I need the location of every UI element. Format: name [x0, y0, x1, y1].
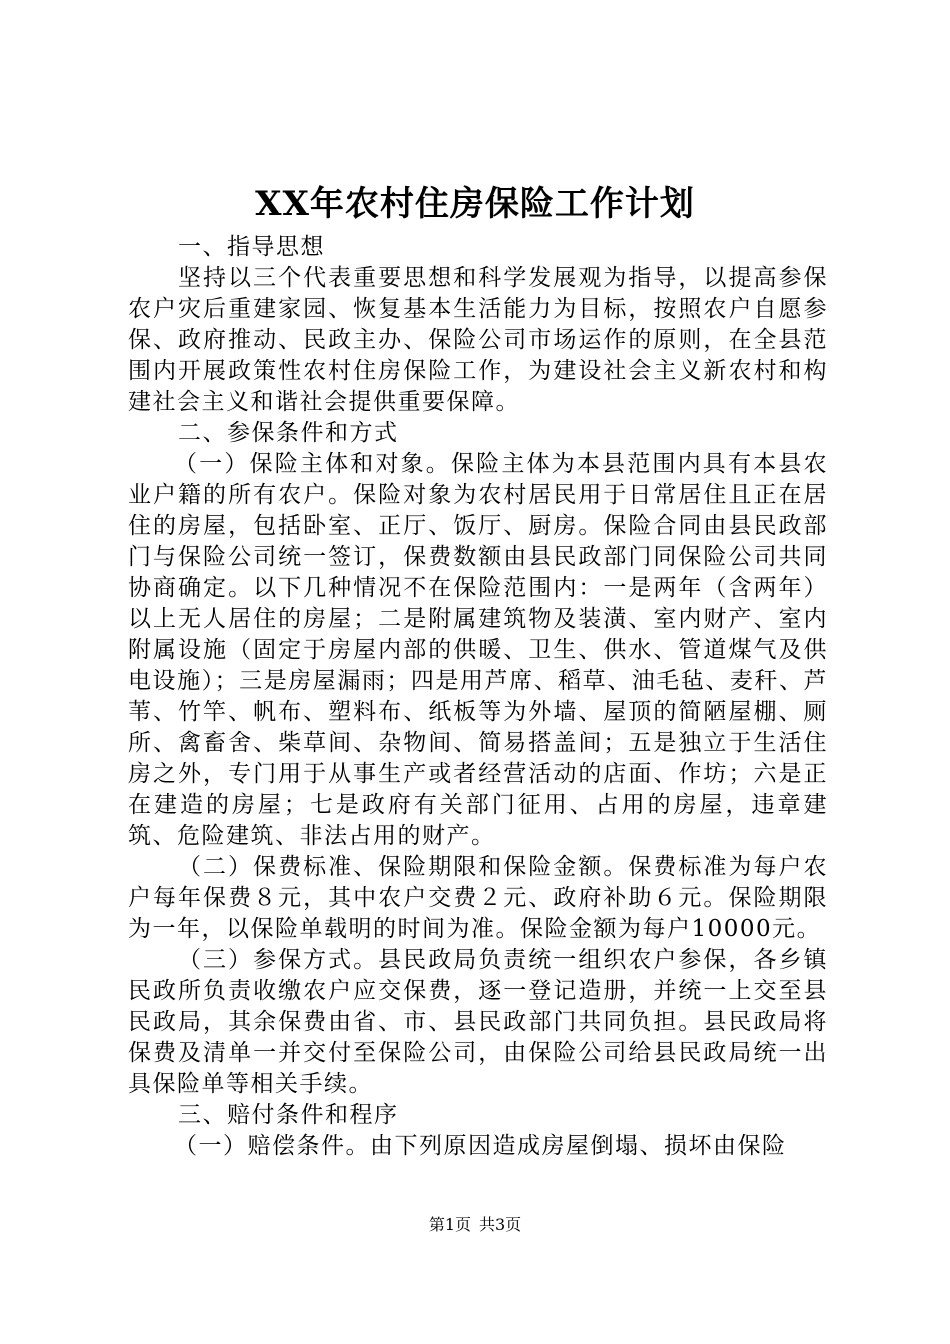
section-heading-2: 二、参保条件和方式 — [178, 420, 399, 446]
page-total: 共3页 — [479, 1215, 522, 1234]
page-number: 第1页 — [428, 1215, 471, 1234]
paragraph-compensation-conditions: （一）赔偿条件。由下列原因造成房屋倒塌、损坏由保险 — [174, 1133, 787, 1159]
section-heading-3: 三、赔付条件和程序 — [178, 1102, 399, 1128]
paragraph-insurance-subject: （一）保险主体和对象。保险主体为本县范围内具有本县农业户籍的所有农户。保险对象为农村居民用于日常居住且正在居住的房屋，包括卧室、正厅、饭厅、厨房。保险合同由县民政部门与保险公司统一签订，保费数额由县民政部门同保险公司共同协商确定。以下几种情况不在保险范围内：一是两年（含两年）以上无人居住的房屋；二是附属建筑物及装潢、室内财产、室内附属设施（固定于房屋内部的供暖、卫生、供水、管道煤气及供电设施）；三是房屋漏雨；四是用芦席、稻草、油毛毡、麦秆、芦苇、竹竿、帆布、塑料布、纸板等为外墙、屋顶的简陋屋棚、厕所、禽畜舍、柴草间、杂物间、简易搭盖间；五是独立于生活住房之外，专门用于从事生产或者经营活动的店面、作坊；六是正在建造的房屋；七是政府有关部门征用、占用的房屋，违章建筑、危险建筑、非法占用的财产。 — [128, 451, 828, 849]
paragraph-guiding-ideology: 坚持以三个代表重要思想和科学发展观为指导，以提高参保农户灾后重建家园、恢复基本生活能力为目标，按照农户自愿参保、政府推动、民政主办、保险公司市场运作的原则，在全县范围内开展政策性农村住房保险工作，为建设社会主义新农村和构建社会主义和谐社会提供重要保障。 — [128, 265, 828, 415]
section-heading-1: 一、指导思想 — [178, 234, 325, 260]
paragraph-enrollment-method: （三）参保方式。县民政局负责统一组织农户参保，各乡镇民政所负责收缴农户应交保费，逐一登记造册，并统一上交至县民政局，其余保费由省、市、县民政部门共同负担。县民政局将保费及清单一并交付至保险公司，由保险公司给县民政局统一出具保险单等相关手续。 — [128, 947, 828, 1097]
paragraph-premium-standard: （二）保费标准、保险期限和保险金额。保费标准为每户农户每年保费８元，其中农户交费２元、政府补助６元。保险期限为一年，以保险单载明的时间为准。保险金额为每户10000元。 — [128, 854, 828, 942]
page-footer — [0, 1214, 950, 1236]
document-body — [128, 232, 828, 1162]
document-title: XX年农村住房保险工作计划 — [255, 184, 695, 224]
